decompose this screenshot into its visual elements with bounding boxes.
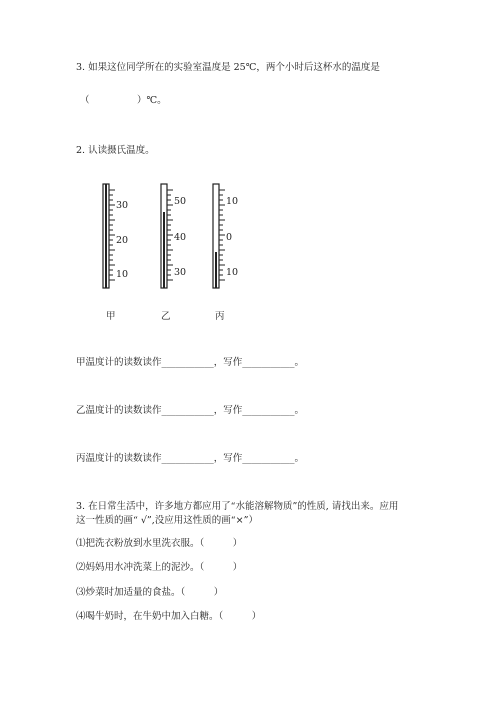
thermometer-yi-tick-top: 50: [174, 196, 187, 207]
thermometer-yi-tick-bottom: 30: [174, 267, 187, 278]
reading-line-yi[interactable]: 乙温度计的读数读作___________，写作___________。: [76, 405, 305, 416]
q2-title: 2. 认读摄氏温度。: [76, 145, 155, 156]
reading-line-jia[interactable]: 甲温度计的读数读作___________，写作___________。: [76, 357, 305, 368]
q3b-item-2[interactable]: ⑵妈妈用水冲洗菜上的泥沙。（ ）: [76, 562, 243, 573]
thermometer-jia-name: 甲: [106, 311, 116, 322]
q3-question-text: 3. 如果这位同学所在的实验室温度是 25℃，两个小时后这杯水的温度是: [76, 62, 380, 73]
q3-answer-blank[interactable]: （ ）℃。: [80, 95, 167, 106]
thermometer-bing-tick-top: 10: [226, 196, 239, 207]
thermometer-jia: [95, 182, 135, 294]
q3b-question-line2: 这一性质的画“ √”,没应用这性质的画“×”）: [76, 515, 258, 526]
q3b-item-4[interactable]: ⑷喝牛奶时，在牛奶中加入白糖。（ ）: [76, 611, 262, 622]
thermometer-yi: [153, 182, 193, 294]
thermometer-bing-name: 丙: [215, 311, 225, 322]
thermometer-jia-graphic: [95, 182, 135, 290]
q3b-question-line1: 3. 在日常生活中，许多地方都应用了“水能溶解物质”的性质, 请找出来。应用: [76, 501, 399, 512]
thermometer-yi-tick-mid: 40: [174, 232, 187, 243]
thermometer-bing: [205, 182, 245, 294]
thermometer-bing-tick-mid: 0: [226, 232, 233, 243]
thermometer-bing-graphic: [205, 182, 245, 290]
thermometer-jia-tick-mid: 20: [116, 235, 129, 246]
q3b-item-3[interactable]: ⑶炒菜时加适量的食盐。（ ）: [76, 587, 224, 598]
thermometer-jia-tick-bottom: 10: [116, 269, 129, 280]
q3b-item-1[interactable]: ⑴把洗衣粉放到水里洗衣服。（ ）: [76, 538, 243, 549]
reading-line-bing[interactable]: 丙温度计的读数读作___________，写作___________。: [76, 453, 305, 464]
thermometer-yi-name: 乙: [161, 311, 171, 322]
thermometer-jia-tick-top: 30: [116, 200, 129, 211]
thermometer-bing-tick-bottom: 10: [226, 267, 239, 278]
thermometer-yi-graphic: [153, 182, 193, 290]
